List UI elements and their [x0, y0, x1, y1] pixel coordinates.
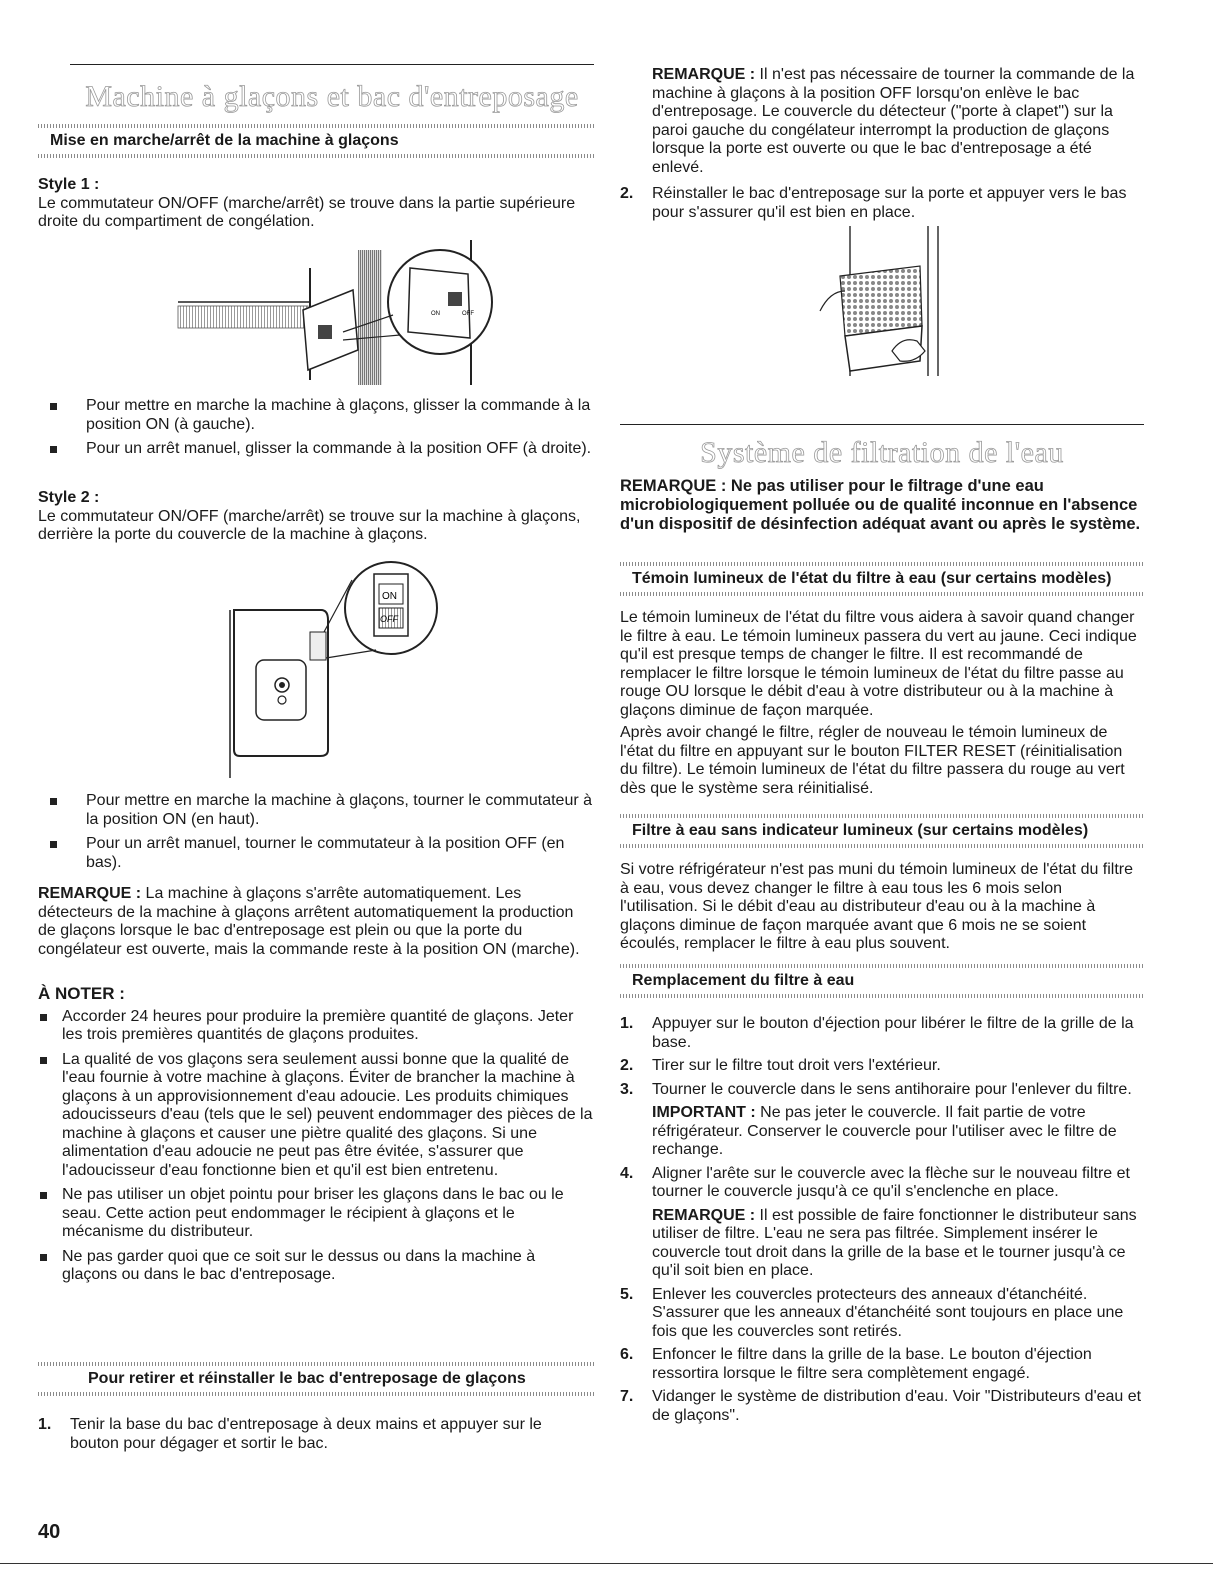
style1-label: Style 1 :: [38, 176, 100, 193]
step-text: Aligner l'arête sur le couvercle avec la flèche sur le nouveau filtre et tourner le couvercle jusqu'à ce qu'il s'enclenche en place.: [652, 1164, 1130, 1200]
bullet-item: Pour mettre en marche la machine à glaçons, tourner le commutateur à la position ON (en haut).: [38, 792, 594, 829]
subhead-no-indicator: Filtre à eau sans indicateur lumineux (sur certains modèles): [620, 814, 1144, 848]
bullet-item: Ne pas garder quoi que ce soit sur le dessus ou dans la machine à glaçons ou dans le bac d'entreposage.: [38, 1248, 594, 1285]
step-text: Vidanger le système de distribution d'eau. Voir "Distributeurs d'eau et de glaçons".: [652, 1388, 1142, 1424]
step-number: 2.: [620, 1057, 634, 1074]
filter-light-text: [620, 609, 1144, 798]
bullet-item: Ne pas utiliser un objet pointu pour briser les glaçons dans le bac ou le seau. Cette action peut endommager le récipient à glaçons et le mécanisme du distributeur.: [38, 1186, 594, 1242]
style1-bullets: [38, 397, 594, 465]
style2-block: [38, 489, 594, 545]
warning-block: [620, 477, 1144, 534]
switch-on-label: ON: [382, 591, 397, 602]
paragraph: Si votre réfrigérateur n'est pas muni du témoin lumineux de l'état du filtre à eau, vous devez changer le filtre à eau tous les 6 mois selon l'utilisation. Si le débit d'eau au distributeur d'eau ou à la machine à glaçons diminue de façon marquée avant que 6 mois ne se soient écoulés, remplacer le filtre à eau plus souvent.: [620, 861, 1134, 952]
bullet-item: Pour un arrêt manuel, tourner le commutateur à la position OFF (en bas).: [38, 835, 594, 872]
slider-off-label: OFF: [462, 311, 474, 317]
style1-text: Le commutateur ON/OFF (marche/arrêt) se trouve dans la partie supérieure droite du compartiment de congélation.: [38, 194, 576, 230]
step-number: 5.: [620, 1285, 634, 1303]
step-item: [620, 1015, 1144, 1052]
page-number: 40: [38, 1521, 61, 1543]
style1-block: [38, 176, 594, 232]
step-number: 7.: [620, 1388, 634, 1405]
remarque1-label: REMARQUE :: [652, 66, 756, 83]
step-number: 3.: [620, 1080, 634, 1098]
slider-on-label: ON: [431, 311, 440, 317]
style2-label: Style 2 :: [38, 489, 100, 506]
step-number: 1.: [620, 1015, 634, 1032]
bullet-item: Pour un arrêt manuel, glisser la commande à la position OFF (à droite).: [38, 440, 594, 459]
section-rule: [70, 64, 594, 65]
step-number: 4.: [620, 1164, 634, 1182]
remarque2-label: REMARQUE :: [652, 1206, 756, 1224]
step-text: Appuyer sur le bouton d'éjection pour libérer le filtre de la grille de la base.: [652, 1015, 1134, 1051]
step-text: Tourner le couvercle dans le sens antihoraire pour l'enlever du filtre.: [652, 1080, 1132, 1098]
style2-illustration: [226, 560, 476, 780]
noter-block: [38, 985, 594, 1291]
step-item: [38, 1416, 594, 1453]
step-number: 1.: [38, 1416, 52, 1433]
subhead-filter-light: Témoin lumineux de l'état du filtre à eau (sur certains modèles): [620, 562, 1144, 596]
step-text: Réinstaller le bac d'entreposage sur la porte et appuyer vers le bas pour s'assurer qu'il est bien en place.: [652, 185, 1127, 221]
step-text: Tirer sur le filtre tout droit vers l'extérieur.: [652, 1057, 941, 1074]
replacement-steps: [620, 1015, 1144, 1430]
switch-off-label: OFF: [380, 614, 398, 624]
remarque2-text: Il est possible de faire fonctionner le distributeur sans utiliser de filtre. L'eau ne sera pas filtrée. Simplement insérer le couvercle tout droit dans la grille de la base et le tourner jusqu'à ce qu'il soit bien en place.: [652, 1206, 1137, 1279]
subhead-replacement: Remplacement du filtre à eau: [620, 964, 1144, 998]
section-rule: [620, 424, 1144, 425]
bin-illustration: [810, 226, 960, 386]
section-title-icemaker: Machine à glaçons et bac d'entreposage: [85, 80, 579, 113]
remarque1-text: Il n'est pas nécessaire de tourner la commande de la machine à glaçons à la position OFF lorsqu'on enlève le bac d'entreposage. Le couvercle du détecteur ("porte à clapet") sur la paroi gauche du congélateur interrompt la production de glaçons lorsque la porte est ouverte ou que le bac d'entreposage a été enlevé.: [652, 66, 1135, 176]
warning-text: REMARQUE : Ne pas utiliser pour le filtrage d'une eau microbiologiquement polluée ou de qualité inconnue en l'absence d'un dispositif de désinfection adéquat avant ou après le système.: [620, 477, 1141, 533]
step-text: Tenir la base du bac d'entreposage à deux mains et appuyer sur le bouton pour dégager et sortir le bac.: [70, 1416, 542, 1452]
important-label: IMPORTANT :: [652, 1104, 756, 1121]
step-item: [620, 1286, 1144, 1342]
step2-block: [620, 185, 1144, 227]
step-item: [620, 1346, 1144, 1383]
noter-label: À NOTER :: [38, 984, 125, 1003]
paragraph: Le témoin lumineux de l'état du filtre vous aidera à savoir quand changer le filtre à eau. Le témoin lumineux passera du vert au jaune. Ceci indique qu'il est presque temps de changer le filtre. Il est recommandé de remplacer le filtre lorsque le témoin lumineux de l'état du filtre passe au rouge OU lorsque le débit d'eau à votre distributeur ou à la machine à glaçons diminue de façon marquée.: [620, 609, 1137, 719]
remove-steps: [38, 1416, 594, 1458]
paragraph: Après avoir changé le filtre, régler de nouveau le témoin lumineux de l'état du filtre en appuyant sur le bouton FILTER RESET (réinitialisation du filtre). Le témoin lumineux de l'état du filtre passera du rouge au vert dès que le système sera réinitialisé.: [620, 724, 1125, 797]
step-item: [620, 1081, 1144, 1100]
step-item: [620, 1057, 1144, 1076]
step-item: [620, 1388, 1144, 1425]
step-number: 2.: [620, 185, 634, 202]
remarque-text: La machine à glaçons s'arrête automatiquement. Les détecteurs de la machine à glaçons arrêtent automatiquement la production de glaçons lorsque le bac d'entreposage est plein ou que la porte du congélateur est ouverte, mais la commande reste à la position ON (marche).: [38, 885, 580, 958]
bottom-rule: [0, 1563, 1213, 1564]
important-text: Ne pas jeter le couvercle. Il fait partie de votre réfrigérateur. Conserver le couvercle pour l'utiliser avec le filtre de rechange.: [652, 1104, 1117, 1158]
remarque-label: REMARQUE :: [38, 885, 142, 902]
subhead-on-off: Mise en marche/arrêt de la machine à glaçons: [38, 124, 594, 158]
remarque1-block: [620, 66, 1144, 177]
bullet-item: Pour mettre en marche la machine à glaçons, glisser la commande à la position ON (à gauche).: [38, 397, 594, 434]
no-indicator-text: [620, 861, 1144, 954]
bullet-item: La qualité de vos glaçons sera seulement aussi bonne que la qualité de l'eau fournie à votre machine à glaçons. Éviter de brancher la machine à glaçons à un approvisionnement d'eau adoucie. Les produits chimiques adoucisseurs d'eau (tels que le sel) peuvent endommager des pièces de la machine à glaçons et causer une piètre qualité des glaçons. Si une alimentation d'eau adoucie ne peut pas être évitée, s'assurer que l'adoucisseur d'eau fonctionne bien et qu'il est bien entretenu.: [38, 1051, 594, 1181]
bullet-item: Accorder 24 heures pour produire la première quantité de glaçons. Jeter les trois premières quantités de glaçons produites.: [38, 1008, 594, 1045]
step-number: 6.: [620, 1346, 634, 1363]
step-text: Enfoncer le filtre dans la grille de la base. Le bouton d'éjection ressortira lorsque le filtre sera complètement engagé.: [652, 1346, 1092, 1382]
style1-illustration: [168, 240, 518, 388]
remarque-block: [38, 885, 594, 959]
style2-bullets: [38, 792, 594, 878]
style2-text: Le commutateur ON/OFF (marche/arrêt) se trouve sur la machine à glaçons, derrière la porte du couvercle de la machine à glaçons.: [38, 507, 581, 543]
step-text: Enlever les couvercles protecteurs des anneaux d'étanchéité. S'assurer que les anneaux d'étanchéité sont toujours en place une fois que les couvercles sont retirés.: [652, 1285, 1124, 1340]
subhead-remove-bin: Pour retirer et réinstaller le bac d'entreposage de glaçons: [38, 1362, 594, 1396]
section-title-filtration: Système de filtration de l'eau: [700, 436, 1064, 469]
